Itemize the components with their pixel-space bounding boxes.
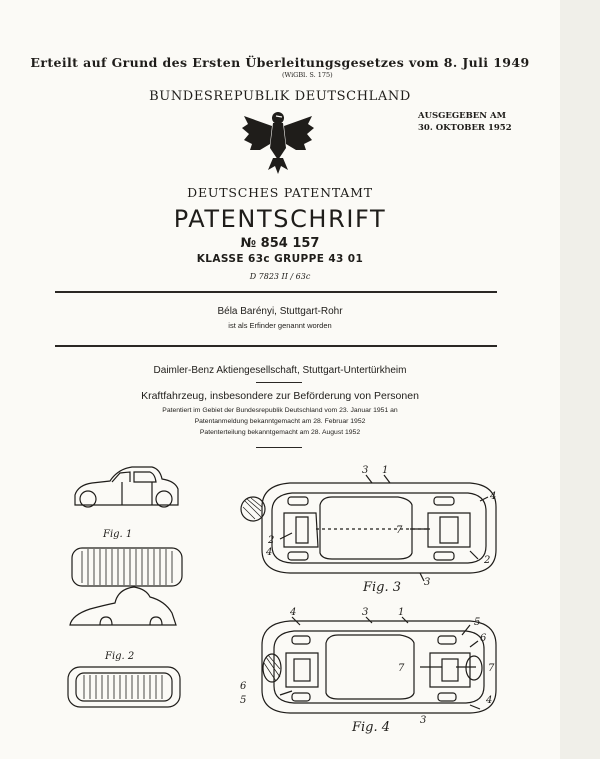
date-application: Patentanmeldung bekanntgemacht am 28. Februar 1952: [194, 418, 366, 425]
patent-number: № 854 157: [240, 236, 320, 251]
ref-number: 4: [490, 491, 497, 502]
fig1-caption: Fig. 1: [103, 529, 133, 540]
ref-number: 7: [396, 525, 403, 536]
patent-owner: Daimler-Benz Aktiengesellschaft, Stuttgart-Untertürkheim: [153, 365, 407, 376]
ref-number: 5: [240, 695, 247, 706]
patent-drawings: [0, 455, 560, 755]
fig1-top-view: [72, 548, 182, 586]
ref-number: 6: [240, 681, 247, 692]
fig2-side-view: [70, 587, 176, 625]
legal-basis-line: Erteilt auf Grund des Ersten Überleitungsgesetzes vom 8. Juli 1949: [30, 55, 530, 70]
divider: [55, 291, 497, 293]
ref-number: 2: [268, 535, 275, 546]
gazette-reference: (WiGBl. S. 175): [282, 71, 333, 79]
short-divider: [256, 382, 302, 383]
divider: [55, 345, 497, 347]
ref-number: 4: [486, 695, 493, 706]
inventor-name: Béla Barényi, Stuttgart-Rohr: [217, 306, 343, 317]
ref-number: 6: [480, 633, 487, 644]
date-patented: Patentiert im Gebiet der Bundesrepublik Deutschland vom 23. Januar 1951 an: [162, 407, 398, 414]
ref-number: 4: [266, 547, 273, 558]
issued-label: AUSGEGEBEN AM: [418, 111, 507, 121]
ref-number: 7: [398, 663, 405, 674]
ribbing: [82, 549, 172, 699]
issued-date: 30. OKTOBER 1952: [418, 123, 512, 133]
eagle-emblem: [240, 108, 316, 178]
inventor-note: ist als Erfinder genannt worden: [228, 321, 332, 330]
ref-number: 7: [488, 663, 495, 674]
page-margin: [560, 0, 600, 759]
ref-number: 5: [474, 617, 481, 628]
patent-title: Kraftfahrzeug, insbesondere zur Beförderung von Personen: [141, 390, 419, 402]
date-grant: Patenterteilung bekanntgemacht am 28. August 1952: [199, 429, 361, 436]
short-divider: [256, 447, 302, 448]
ref-number: 2: [484, 555, 491, 566]
fig3-caption: Fig. 3: [363, 580, 402, 595]
patent-classification: KLASSE 63c GRUPPE 43 01: [196, 253, 364, 265]
document-type: PATENTSCHRIFT: [173, 205, 387, 233]
ref-number: 3: [424, 577, 431, 588]
fig4-caption: Fig. 4: [352, 720, 391, 735]
file-reference: D 7823 II / 63c: [249, 272, 311, 281]
ref-number: 4: [290, 607, 297, 618]
ref-number: 1: [382, 465, 389, 476]
fig2-top-view: [68, 667, 180, 707]
fig2-caption: Fig. 2: [105, 651, 135, 662]
patent-office: DEUTSCHES PATENTAMT: [187, 185, 373, 200]
ref-number: 3: [362, 607, 369, 618]
fig3-plan-view: [241, 483, 496, 573]
ref-number: 3: [362, 465, 369, 476]
fig1-side-view: [75, 467, 178, 507]
country-heading: BUNDESREPUBLIK DEUTSCHLAND: [149, 89, 411, 104]
ref-number: 1: [398, 607, 405, 618]
ref-number: 3: [420, 715, 427, 726]
